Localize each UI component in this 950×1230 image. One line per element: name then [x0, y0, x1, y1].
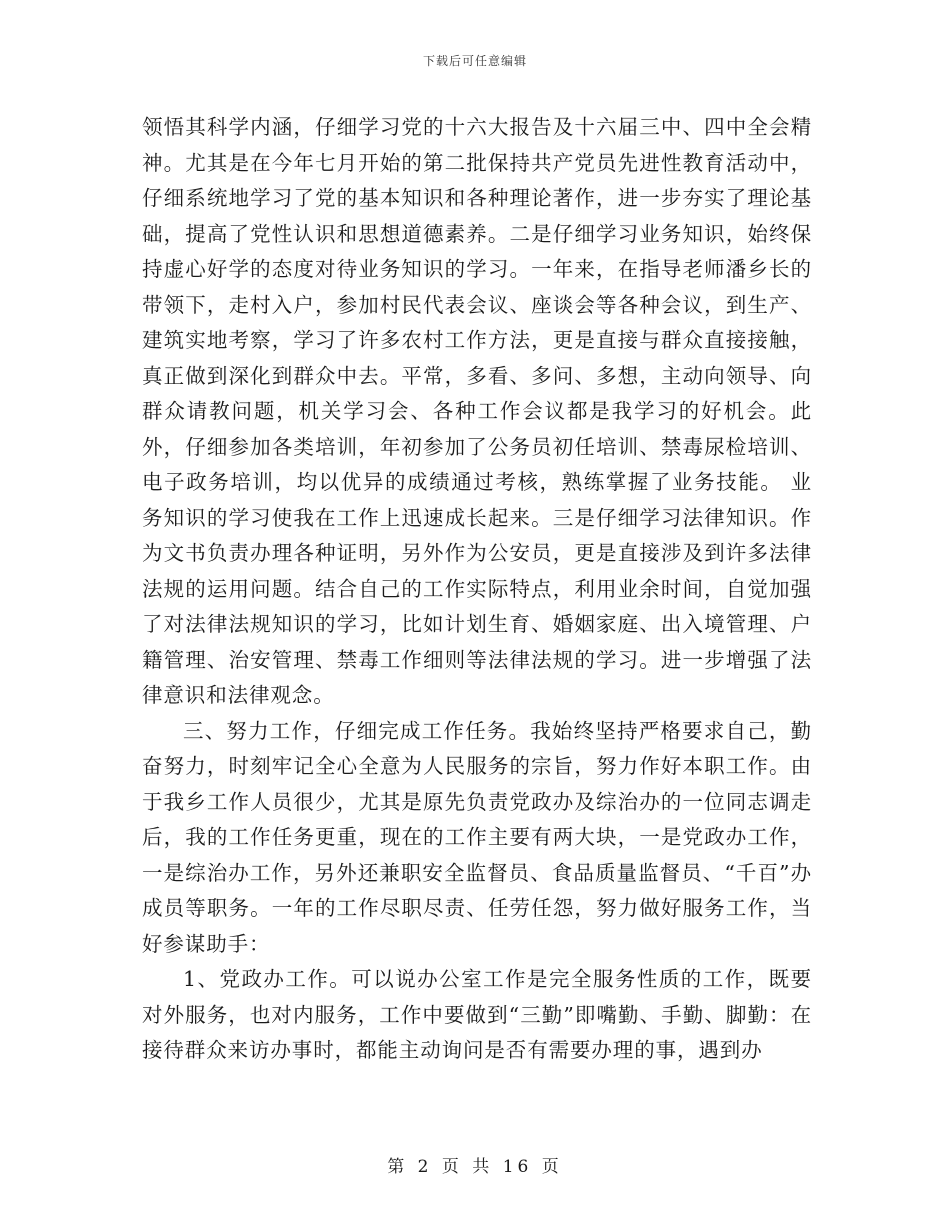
page-header: 下载后可任意编辑	[422, 54, 527, 68]
paragraph-1: 领悟其科学内涵，仔细学习党的十六大报告及十六届三中、四中全会精神。尤其是在今年七月开始的第二批保持共产党员先进性教育活动中，仔细系统地学习了党的基本知识和各种理论著作，进一步夯实了理论基础，提高了党性认识和思想道德素养。二是仔细学习业务知识，始终保持虚心好学的态度对待业务知识的学习。一年来，在指导老师潘乡长的带领下，走村入户，参加村民代表会议、座谈会等各种会议，到生产、建筑实地考察，学习了许多农村工作方法，更是直接与群众直接接触，真正做到深化到群众中去。平常，多看、多问、多想，主动向领导、向群众请教问题，机关学习会、各种工作会议都是我学习的好机会。此外，仔细参加各类培训，年初参加了公务员初任培训、禁毒尿检培训、电子政务培训，均以优异的成绩通过考核，熟练掌握了业务技能。 业务知识的学习使我在工作上迅速成长起来。三是仔细学习法律知识。作为文书负责办理各种证明，另外作为公安员，更是直接涉及到许多法律法规的运用问题。结合自己的工作实际特点，利用业余时间，自觉加强了对法律法规知识的学习，比如计划生育、婚姻家庭、出入境管理、户籍管理、治安管理、禁毒工作细则等法律法规的学习。进一步增强了法律意识和法律观念。	[142, 115, 812, 707]
paragraph-3: 1、党政办工作。可以说办公室工作是完全服务性质的工作，既要对外服务，也对内服务，工作中要做到“三勤”即嘴勤、手勤、脚勤：在接待群众来访办事时，都能主动询问是否有需要办理的事，遇到办	[142, 967, 812, 1062]
paragraph-2: 三、努力工作，仔细完成工作任务。我始终坚持严格要求自己，勤奋努力，时刻牢记全心全意为人民服务的宗旨，努力作好本职工作。由于我乡工作人员很少，尤其是原先负责党政办及综治办的一位同志调走后，我的工作任务更重，现在的工作主要有两大块，一是党政办工作，一是综治办工作，另外还兼职安全监督员、食品质量监督员、“千百”办成员等职务。一年的工作尽职尽责、任劳任怨，努力做好服务工作，当好参谋助手：	[142, 718, 812, 956]
document-body	[142, 110, 812, 1069]
page-number-footer: 第 2 页 共 16 页	[387, 1157, 563, 1177]
